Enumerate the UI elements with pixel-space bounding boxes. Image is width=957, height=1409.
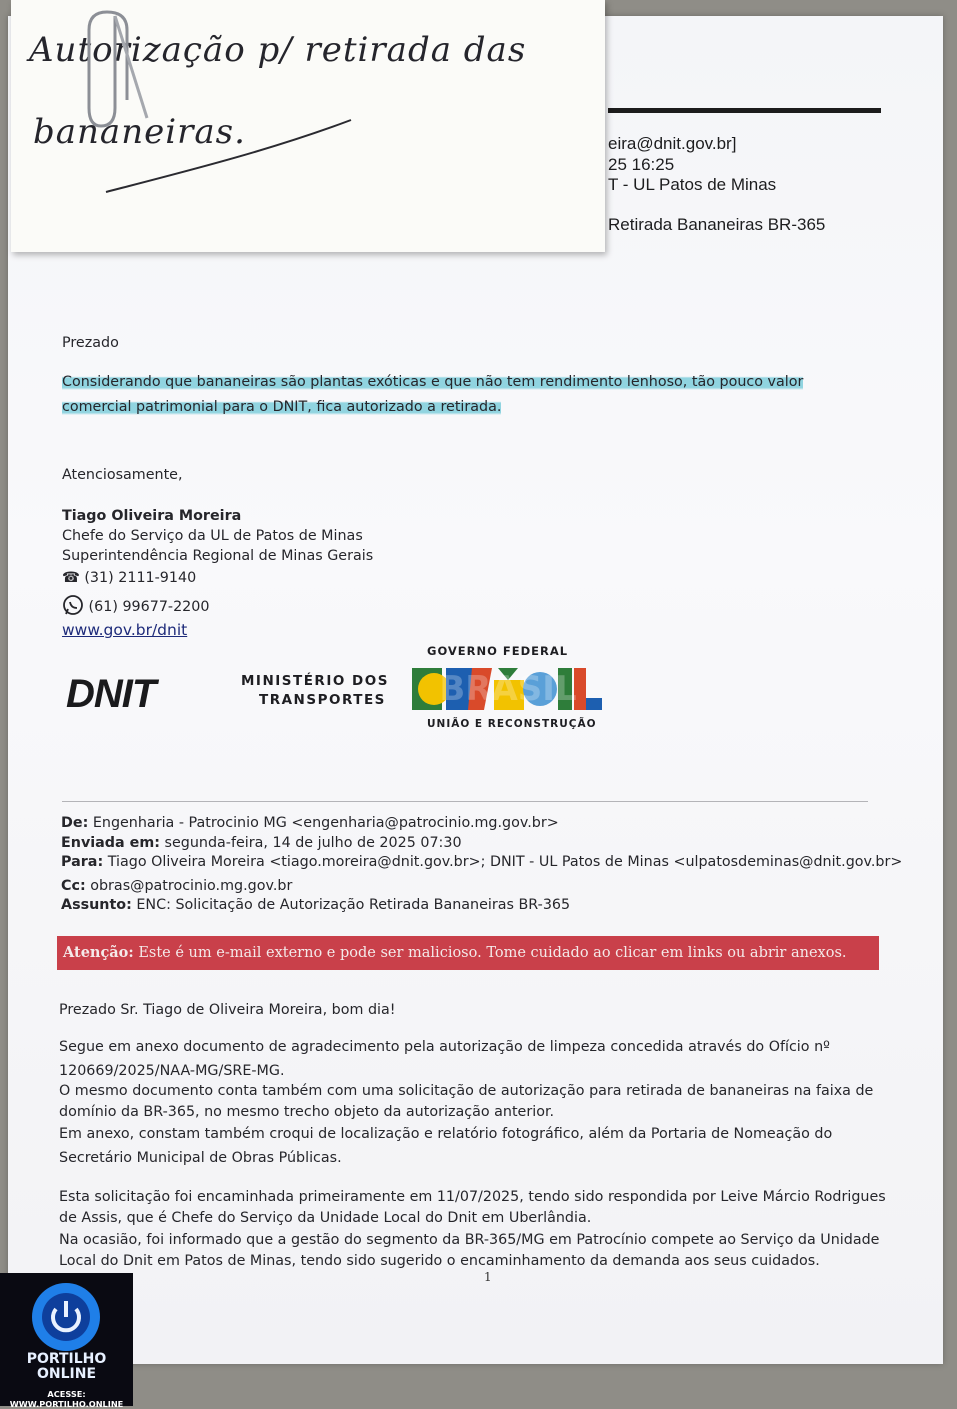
signer-role: Chefe do Serviço da UL de Patos de Minas [62, 528, 363, 544]
reply-body-line-2: comercial patrimonial para o DNIT, fica autorizado a retirada. [62, 399, 502, 415]
signer-phone: (31) 2111-9140 [84, 570, 197, 586]
letter-p1-line-6: Secretário Municipal de Obras Públicas. [59, 1150, 342, 1166]
reply-body-line-1: Considerando que bananeiras são plantas exóticas e que não tem rendimento lenhoso, tão pouco valor [62, 374, 804, 390]
paperclip-icon [85, 8, 155, 133]
phone-icon: ☎ [62, 570, 80, 586]
letter-p2-line-3: Na ocasião, foi informado que a gestão do segmento da BR-365/MG em Patrocínio compete ao Serviço da Unidade [59, 1232, 880, 1248]
header-to-partial: T - UL Patos de Minas [608, 175, 777, 194]
letter-p1-line-4: domínio da BR-365, no mesmo trecho objeto da autorização anterior. [59, 1104, 555, 1120]
handwritten-line-1: Autorização p/ retirada das [29, 30, 527, 70]
handwritten-line-2: bananeiras. [33, 112, 246, 152]
signer-unit: Superintendência Regional de Minas Gerais [62, 548, 374, 564]
ministry-logo-line-1: MINISTÉRIO DOS [241, 673, 389, 689]
portilho-watermark [0, 1273, 133, 1406]
signer-phone-row [62, 570, 196, 586]
reply-closing: Atenciosamente, [62, 467, 183, 483]
brasil-logo [412, 662, 604, 714]
header-from-partial: eira@dnit.gov.br] [608, 134, 737, 153]
watermark-line-1: PORTILHO [26, 1351, 107, 1367]
signer-whatsapp-row [62, 594, 209, 616]
letter-p1-line-2: 120669/2025/NAA-MG/SRE-MG. [59, 1063, 285, 1079]
letter-p2-line-2: de Assis, que é Chefe do Serviço da Unidade Local do Dnit em Uberlândia. [59, 1210, 592, 1226]
external-email-warning: Atenção: Este é um e-mail externo e pode ser malicioso. Tome cuidado ao clicar em links ou abrir anexos. [57, 936, 879, 970]
fwd-sent-row: Enviada em: segunda-feira, 14 de julho de 2025 07:30 [61, 835, 462, 851]
fwd-from-row: De: Engenharia - Patrocinio MG <engenharia@patrocinio.mg.gov.br> [61, 815, 559, 831]
brasil-logo-word: BRASIL [439, 669, 577, 709]
watermark-site: ACESSE: WWW.PORTILHO.ONLINE [9, 1389, 124, 1409]
fwd-subject-row: Assunto: ENC: Solicitação de Autorização Retirada Bananeiras BR-365 [61, 897, 571, 913]
email-separator [62, 801, 868, 802]
fwd-to-row: Para: Tiago Oliveira Moreira <tiago.moreira@dnit.gov.br>; DNIT - UL Patos de Minas <ulpatosdeminas@dnit.gov.br> [61, 854, 903, 870]
gov-slogan: UNIÃO E RECONSTRUÇÃO [427, 718, 597, 730]
letter-p2-line-4: Local do Dnit em Patos de Minas, tendo sido sugerido o encaminhamento da demanda aos seus cuidados. [59, 1253, 820, 1269]
letter-p1-line-3: O mesmo documento conta também com uma solicitação de autorização para retirada de bananeiras na faixa de [59, 1083, 874, 1099]
signer-name: Tiago Oliveira Moreira [62, 508, 242, 524]
page-number: 1 [484, 1270, 492, 1284]
letter-p2-line-1: Esta solicitação foi encaminhada primeiramente em 11/07/2025, tendo sido respondida por Leive Márcio Rodrigues [59, 1189, 886, 1205]
ministry-logo-line-2: TRANSPORTES [259, 692, 386, 708]
letter-p1-line-5: Em anexo, constam também croqui de localização e relatório fotográfico, além da Portaria de Nomeação do [59, 1126, 833, 1142]
signer-website-link[interactable]: www.gov.br/dnit [62, 621, 188, 639]
fwd-cc-row: Cc: obras@patrocinio.mg.gov.br [61, 878, 293, 894]
sticky-note [11, 0, 605, 252]
signer-whatsapp: (61) 99677-2200 [88, 599, 210, 615]
dnit-logo: DNIT [66, 672, 156, 716]
header-subject-partial: Retirada Bananeiras BR-365 [608, 215, 826, 234]
power-icon [0, 1277, 133, 1362]
letter-p1-line-1: Segue em anexo documento de agradecimento pela autorização de limpeza concedida através do Ofício nº [59, 1039, 830, 1055]
watermark-line-2: ONLINE [36, 1366, 97, 1382]
whatsapp-icon [62, 594, 84, 616]
gov-federal-title: GOVERNO FEDERAL [427, 644, 569, 658]
header-sent-partial: 25 16:25 [608, 155, 675, 174]
header-rule [608, 108, 881, 113]
reply-greeting: Prezado [62, 335, 119, 351]
letter-greeting: Prezado Sr. Tiago de Oliveira Moreira, bom dia! [59, 1002, 396, 1018]
